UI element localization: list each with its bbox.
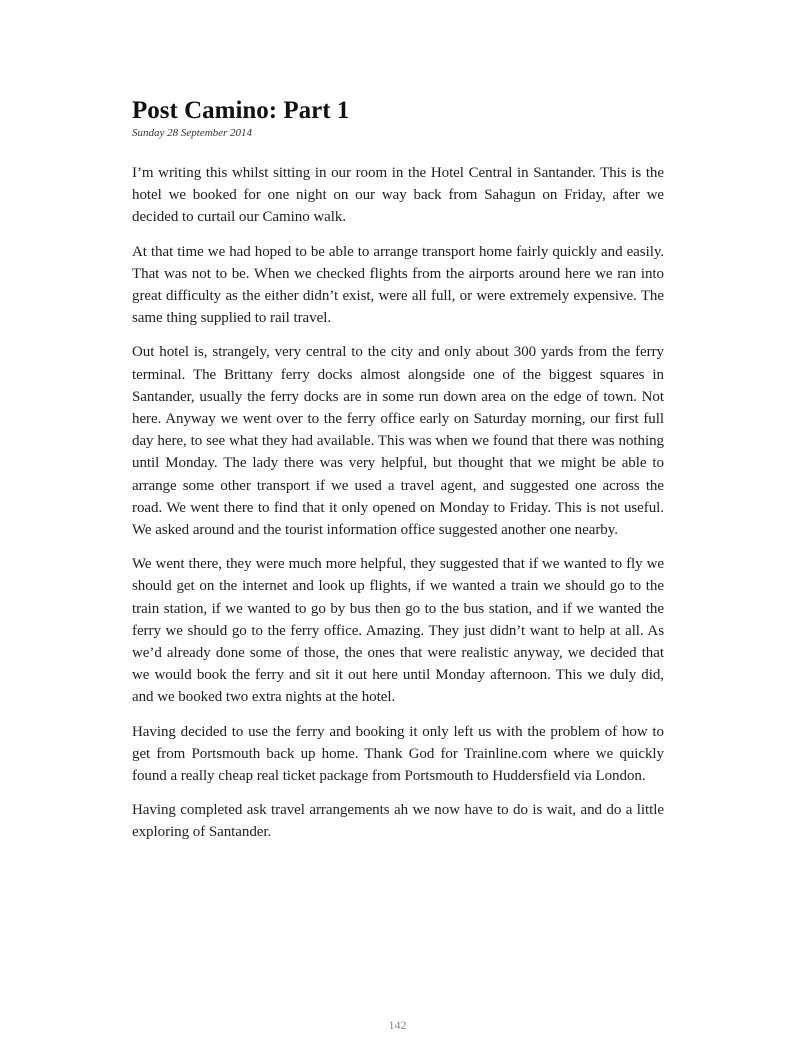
page-content [132,96,664,856]
post-date: Sunday 28 September 2014 [132,127,253,139]
page-number: 142 [388,1018,407,1032]
paragraph: We went there, they were much more helpful, they suggested that if we wanted to fly we should get on the internet and look up flights, if we wanted a train we should go to the train station, if we wanted to go by bus then go to the bus station, and if we wanted the ferry we should go to the ferry office. Amazing. They just didn’t want to help at all. As we’d already done some of those, the ones that were realistic anyway, we decided that we would book the ferry and sit it out here until Monday afternoon. This we duly did, and we booked two extra nights at the hotel. [132,556,664,706]
paragraph: I’m writing this whilst sitting in our room in the Hotel Central in Santander. This is the hotel we booked for one night on our way back from Sahagun on Friday, after we decided to curtail our Camino walk. [132,165,664,226]
post-title: Post Camino: Part 1 [132,97,350,124]
paragraph: Having completed ask travel arrangements ah we now have to do is wait, and do a little exploring of Santander. [132,802,664,841]
paragraph: At that time we had hoped to be able to arrange transport home fairly quickly and easily. That was not to be. When we checked flights from the airports around here we ran into great difficulty as the either didn’t exist, were all full, or were extremely expensive. The same thing supplied to rail travel. [132,243,664,327]
paragraph: Out hotel is, strangely, very central to the city and only about 300 yards from the ferry terminal. The Brittany ferry docks almost alongside one of the biggest squares in Santander, usually the ferry docks are in some run down area on the edge of town. Not here. Anyway we went over to the ferry office early on Saturday morning, our first full day here, to see what they had available. This was when we found that there was nothing until Monday. The lady there was very helpful, but thought that we might be able to arrange some other transport if we used a travel agent, and suggested one across the road. We went there to find that it only opened on Monday to Friday. This is not useful. We asked around and the tourist information office suggested another one nearby. [132,344,664,539]
paragraph: Having decided to use the ferry and booking it only left us with the problem of how to get from Portsmouth back up home. Thank God for Trainline.com where we quickly found a really cheap real ticket package from Portsmouth to Huddersfield via London. [132,723,664,785]
